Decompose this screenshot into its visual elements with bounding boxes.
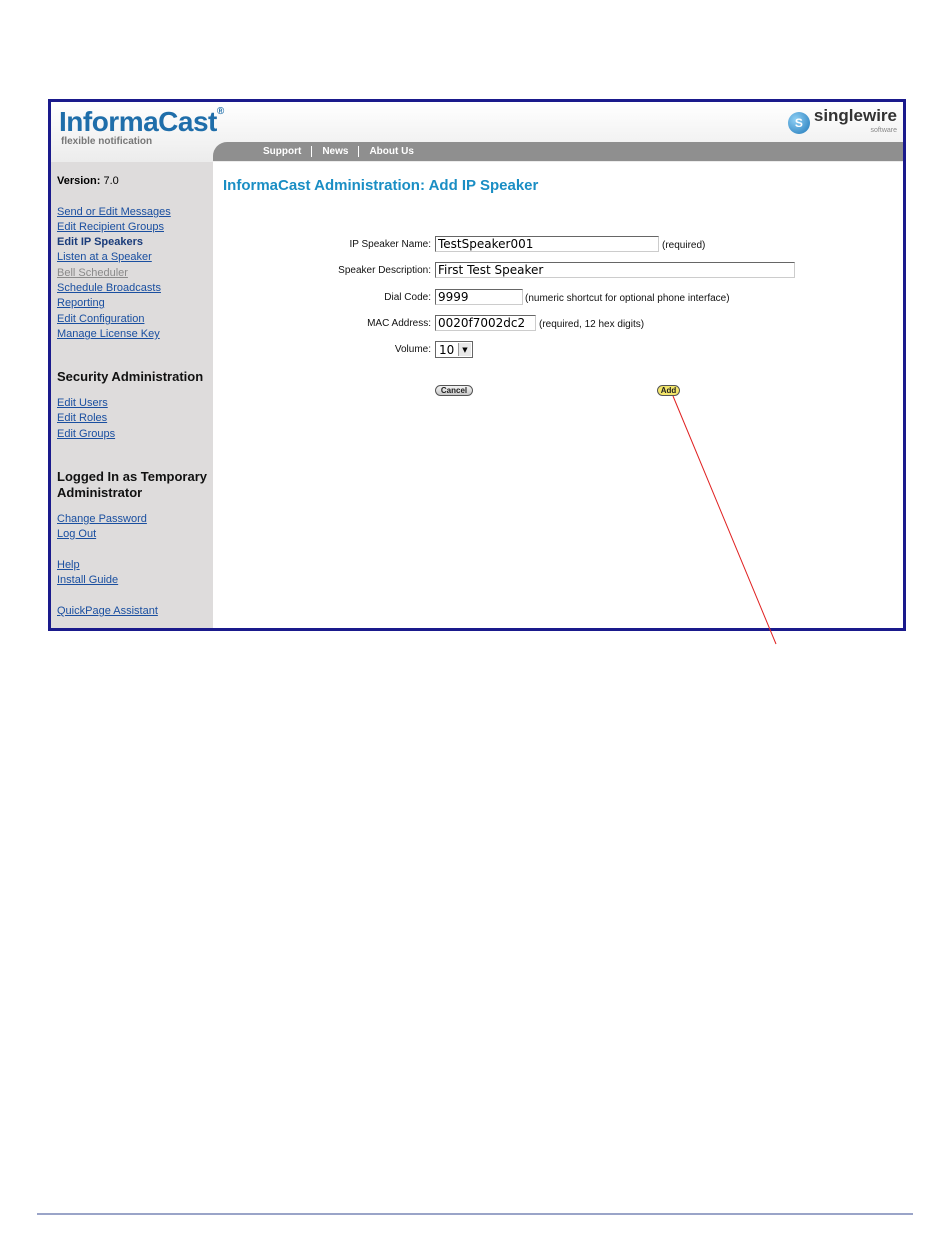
top-nav [213,142,903,161]
sidebar-item-log-out[interactable]: Log Out [57,528,97,540]
mac-address-note: (required, 12 hex digits) [539,319,645,330]
nav-news[interactable]: News [322,146,349,157]
security-admin-heading: Security Administration [57,369,204,384]
version-info: Version: 7.0 [57,175,119,187]
volume-select[interactable] [435,341,473,358]
volume-value: 10 [439,342,455,357]
ip-speaker-name-note: (required) [662,240,706,251]
speaker-description-input[interactable]: First Test Speaker [435,262,795,278]
chevron-down-icon[interactable]: ▼ [458,343,471,356]
sidebar-item-edit-configuration[interactable]: Edit Configuration [57,313,145,325]
cancel-button[interactable]: Cancel [435,385,473,396]
sidebar-item-edit-roles[interactable]: Edit Roles [57,412,108,424]
sidebar-item-change-password[interactable]: Change Password [57,513,147,525]
nav-support[interactable]: Support [263,146,302,157]
sidebar-item-send-edit-messages[interactable]: Send or Edit Messages [57,206,171,218]
sidebar-item-edit-users[interactable]: Edit Users [57,397,108,409]
sidebar-item-edit-groups[interactable]: Edit Groups [57,428,116,440]
footer-divider [37,1213,913,1215]
sidebar-item-help[interactable]: Help [57,559,80,571]
dial-code-note: (numeric shortcut for optional phone interface) [525,293,730,304]
sidebar-item-listen-at-speaker[interactable]: Listen at a Speaker [57,251,152,263]
main-content [213,162,903,628]
volume-label: Volume: [394,344,431,355]
ip-speaker-name-label: IP Speaker Name: [349,239,431,250]
mac-address-input[interactable]: 0020f7002dc2 [435,315,536,331]
sidebar-item-manage-license-key[interactable]: Manage License Key [57,328,160,340]
page-title: InformaCast Administration: Add IP Speaker [223,177,539,194]
sidebar-item-schedule-broadcasts[interactable]: Schedule Broadcasts [57,282,161,294]
dial-code-input[interactable]: 9999 [435,289,523,305]
sidebar-item-install-guide[interactable]: Install Guide [57,574,119,586]
singlewire-icon: S [788,112,810,134]
speaker-description-label: Speaker Description: [338,265,431,276]
mac-address-label: MAC Address: [367,318,431,329]
sidebar-item-bell-scheduler: Bell Scheduler [57,267,128,279]
informacast-logo: InformaCast® [59,106,224,137]
ip-speaker-name-input[interactable]: TestSpeaker001 [435,236,659,252]
sidebar-item-edit-ip-speakers[interactable]: Edit IP Speakers [57,236,144,248]
dial-code-label: Dial Code: [384,292,431,303]
sidebar-item-reporting[interactable]: Reporting [57,297,105,309]
tagline: flexible notification [61,136,153,147]
nav-about-us[interactable]: About Us [369,146,414,157]
singlewire-logo: S singlewire software [788,108,897,138]
logged-in-heading: Logged In as Temporary Administrator [57,469,208,500]
sidebar-item-quickpage-assistant[interactable]: QuickPage Assistant [57,605,158,617]
add-button[interactable]: Add [657,385,680,396]
sidebar [51,162,213,628]
header [51,102,903,162]
sidebar-item-edit-recipient-groups[interactable]: Edit Recipient Groups [57,221,164,233]
app-window [48,99,906,631]
